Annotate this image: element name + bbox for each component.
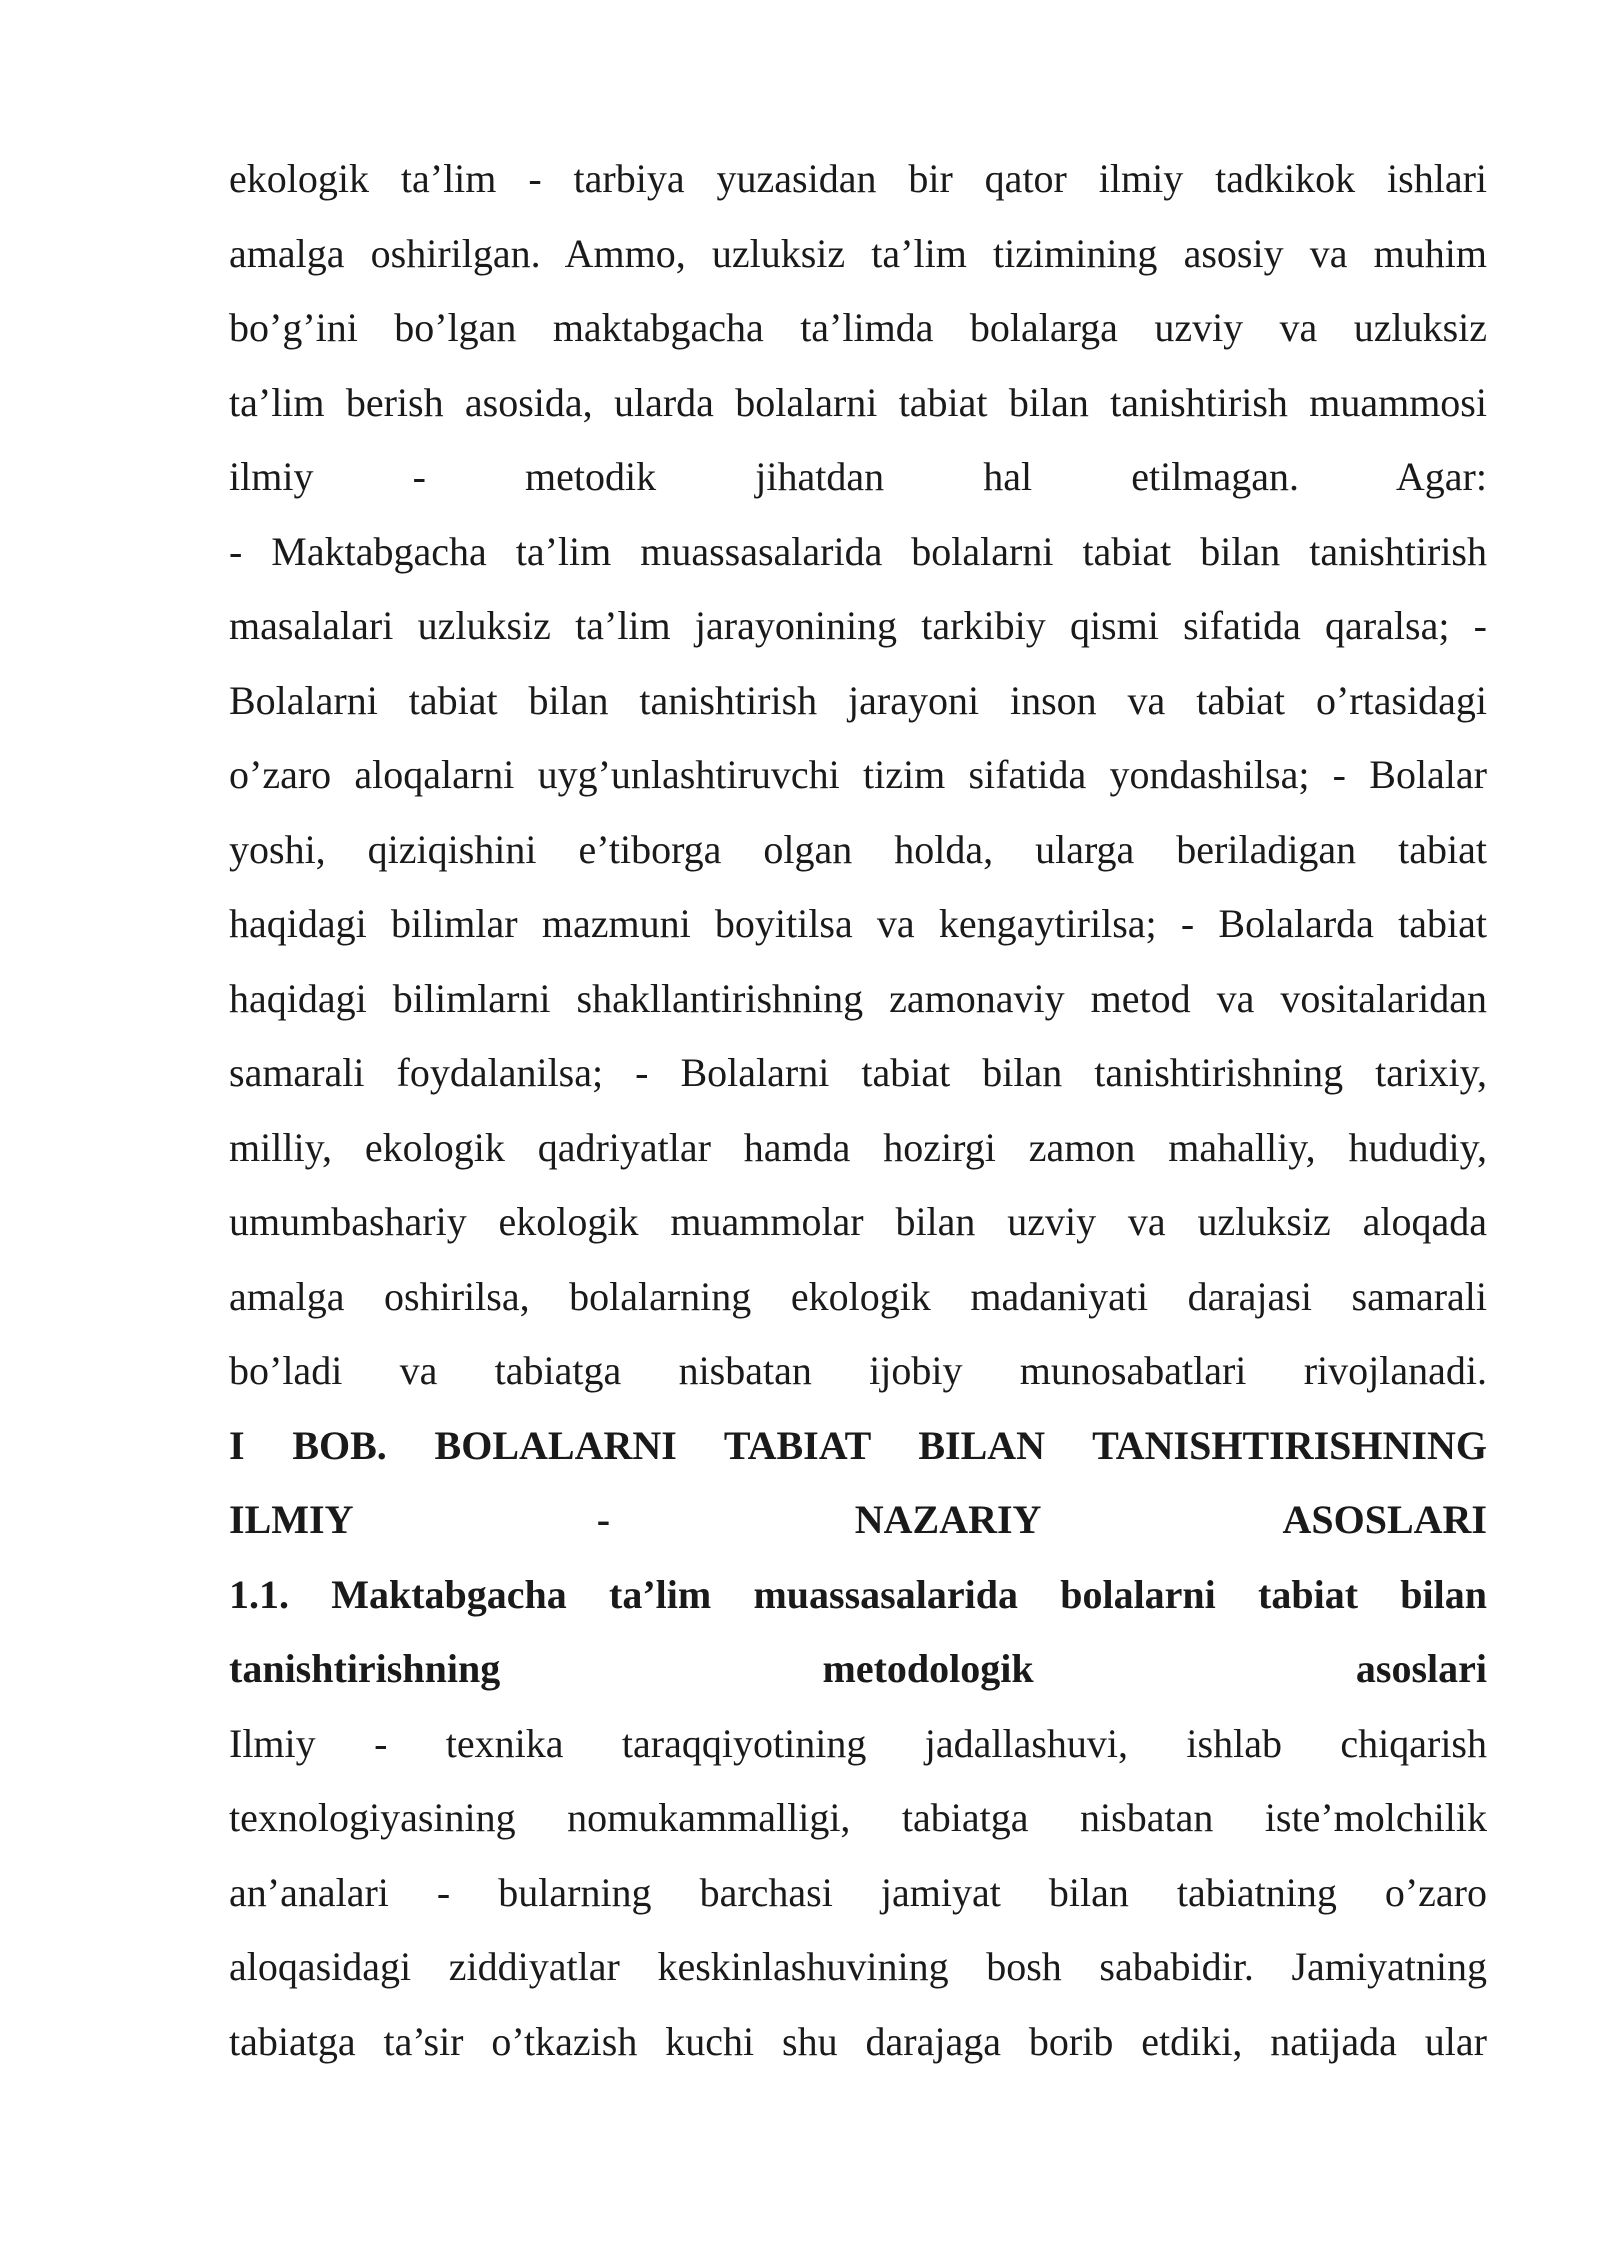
text-line: amalga oshirilgan. Ammo, uzluksiz ta’lim tizimining asosiy va muhim bbox=[229, 230, 1487, 276]
text-line: masalalari uzluksiz ta’lim jarayonining tarkibiy qismi sifatida qaralsa; - bbox=[229, 603, 1487, 648]
section-heading: 1.1. Maktabgacha ta’lim muassasalarida bolalarni tabiat bilan bbox=[229, 1571, 1487, 1617]
text-line: tabiatga ta’sir o’tkazish kuchi shu darajaga borib etdiki, natijada ular bbox=[229, 2018, 1487, 2064]
chapter-heading: I BOB. BOLALARNI TABIAT BILAN TANISHTIRISHNING bbox=[229, 1422, 1487, 1468]
text-line: an’analari - bularning barchasi jamiyat bilan tabiatning o’zaro bbox=[229, 1869, 1487, 1915]
text-line: bo’ladi va tabiatga nisbatan ijobiy munosabatlari rivojlanadi. bbox=[229, 1348, 1487, 1393]
text-line: Bolalarni tabiat bilan tanishtirish jarayoni inson va tabiat o’rtasidagi bbox=[229, 677, 1487, 723]
text-line: haqidagi bilimlarni shakllantirishning zamonaviy metod va vositalaridan bbox=[229, 975, 1487, 1021]
text-line: amalga oshirilsa, bolalarning ekologik madaniyati darajasi samarali bbox=[229, 1273, 1487, 1319]
chapter-heading: ILMIY - NAZARIY ASOSLARI bbox=[229, 1497, 1487, 1542]
text-line: - Maktabgacha ta’lim muassasalarida bolalarni tabiat bilan tanishtirish bbox=[229, 528, 1487, 574]
text-line: ta’lim berish asosida, ularda bolalarni tabiat bilan tanishtirish muammosi bbox=[229, 379, 1487, 425]
text-line: samarali foydalanilsa; - Bolalarni tabiat bilan tanishtirishning tarixiy, bbox=[229, 1050, 1487, 1095]
text-line: umumbashariy ekologik muammolar bilan uzviy va uzluksiz aloqada bbox=[229, 1199, 1487, 1244]
text-line: Ilmiy - texnika taraqqiyotining jadallashuvi, ishlab chiqarish bbox=[229, 1720, 1487, 1766]
section-heading: tanishtirishning metodologik asoslari bbox=[229, 1646, 1487, 1691]
text-line: ekologik ta’lim - tarbiya yuzasidan bir qator ilmiy tadkikok ishlari bbox=[229, 156, 1487, 201]
text-line: ilmiy - metodik jihatdan hal etilmagan. Agar: bbox=[229, 454, 1487, 499]
text-line: haqidagi bilimlar mazmuni boyitilsa va kengaytirilsa; - Bolalarda tabiat bbox=[229, 901, 1487, 946]
text-line: bo’g’ini bo’lgan maktabgacha ta’limda bolalarga uzviy va uzluksiz bbox=[229, 305, 1487, 350]
text-line: yoshi, qiziqishini e’tiborga olgan holda, ularga beriladigan tabiat bbox=[229, 826, 1487, 872]
text-line: o’zaro aloqalarni uyg’unlashtiruvchi tizim sifatida yondashilsa; - Bolalar bbox=[229, 752, 1487, 797]
text-line: milliy, ekologik qadriyatlar hamda hozirgi zamon mahalliy, hududiy, bbox=[229, 1124, 1487, 1170]
text-line: texnologiyasining nomukammalligi, tabiatga nisbatan iste’molchilik bbox=[229, 1795, 1487, 1840]
document-page bbox=[229, 142, 1487, 2079]
text-line: aloqasidagi ziddiyatlar keskinlashuvining bosh sababidir. Jamiyatning bbox=[229, 1944, 1487, 1989]
